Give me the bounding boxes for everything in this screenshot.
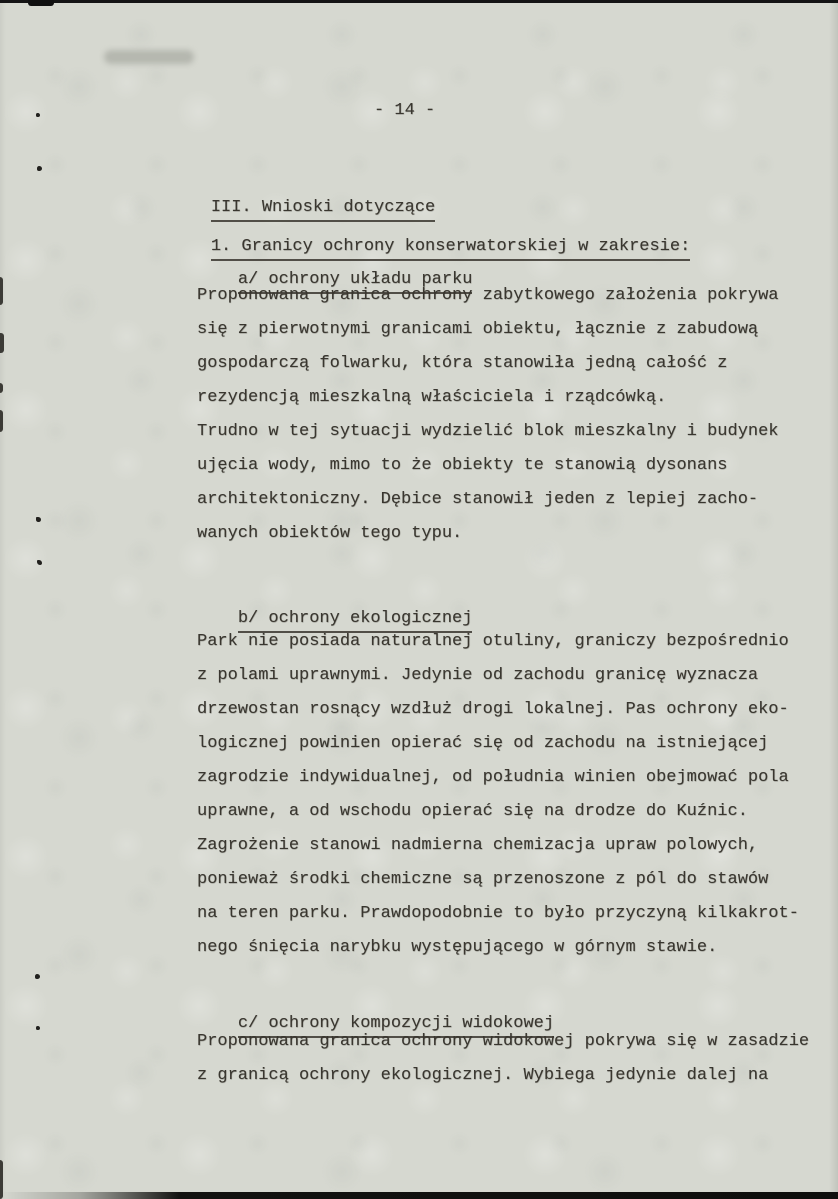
left-edge-mark <box>0 277 3 305</box>
text-line: uprawne, a od wschodu opierać się na drodze do Kuźnic. <box>197 802 748 821</box>
faint-smudge <box>104 50 194 64</box>
heading-numbered-text: 1. Granicy ochrony konserwatorskiej w zakresie: <box>211 237 690 261</box>
ink-speck <box>36 517 41 522</box>
text-line: na teren parku. Prawdopodobnie to było przyczyną kilkakrot- <box>197 904 799 923</box>
text-line: się z pierwotnymi granicami obiektu, łącznie z zabudową <box>197 320 759 339</box>
heading-main-text: III. Wnioski dotyczące <box>211 198 435 222</box>
left-edge-mark <box>0 333 4 353</box>
section-a-paragraph <box>197 279 779 551</box>
ink-speck <box>36 113 40 117</box>
ink-speck <box>37 560 42 565</box>
text-line: Proponowana granica ochrony zabytkowego założenia pokrywa <box>197 286 779 305</box>
text-line: logicznej powinien opierać się od zachodu na istniejącej <box>197 734 769 753</box>
ink-speck <box>36 1026 40 1030</box>
section-b-paragraph <box>197 625 799 965</box>
scan-edge-bottom <box>0 1192 838 1199</box>
text-line: architektoniczny. Dębice stanowił jeden z lepiej zacho- <box>197 490 759 509</box>
ink-speck <box>37 166 42 171</box>
text-line: Park nie posiada naturalnej otuliny, graniczy bezpośrednio <box>197 632 789 651</box>
text-line: Proponowana granica ochrony widokowej pokrywa się w zasadzie <box>197 1032 810 1051</box>
page-number: - 14 - <box>374 101 436 120</box>
text-line: drzewostan rosnący wzdłuż drogi lokalnej. Pas ochrony eko- <box>197 700 789 719</box>
text-line: rezydencją mieszkalną właściciela i rządcówką. <box>197 388 667 407</box>
section-c-heading-text: c/ ochrony kompozycji widokowej <box>238 1014 554 1038</box>
text-line: z granicą ochrony ekologicznej. Wybiega jedynie dalej na <box>197 1066 769 1085</box>
text-line: Trudno w tej sytuacji wydzielić blok mieszkalny i budynek <box>197 422 779 441</box>
section-b-heading-text: b/ ochrony ekologicznej <box>238 609 473 633</box>
text-line: wanych obiektów tego typu. <box>197 524 463 543</box>
text-line: gospodarczą folwarku, która stanowiła jedną całość z <box>197 354 728 373</box>
scan-edge-top <box>0 0 838 3</box>
text-line: zagrodzie indywidualnej, od południa winien obejmować pola <box>197 768 789 787</box>
section-c-paragraph <box>197 1025 809 1093</box>
text-line: nego śnięcia narybku występującego w górnym stawie. <box>197 938 718 957</box>
scan-edge-top-blob <box>28 0 54 6</box>
section-a-heading-text: a/ ochrony układu parku <box>238 270 473 294</box>
text-line: ujęcia wody, mimo to że obiekty te stanowią dysonans <box>197 456 728 475</box>
text-line: z polami uprawnymi. Jedynie od zachodu granicę wyznacza <box>197 666 759 685</box>
text-line: ponieważ środki chemiczne są przenoszone z pól do stawów <box>197 870 769 889</box>
left-edge-mark <box>0 410 3 432</box>
left-edge-mark <box>0 1160 3 1199</box>
ink-speck <box>35 974 40 979</box>
left-edge-mark <box>0 383 3 393</box>
text-line: Zagrożenie stanowi nadmierna chemizacja upraw polowych, <box>197 836 759 855</box>
